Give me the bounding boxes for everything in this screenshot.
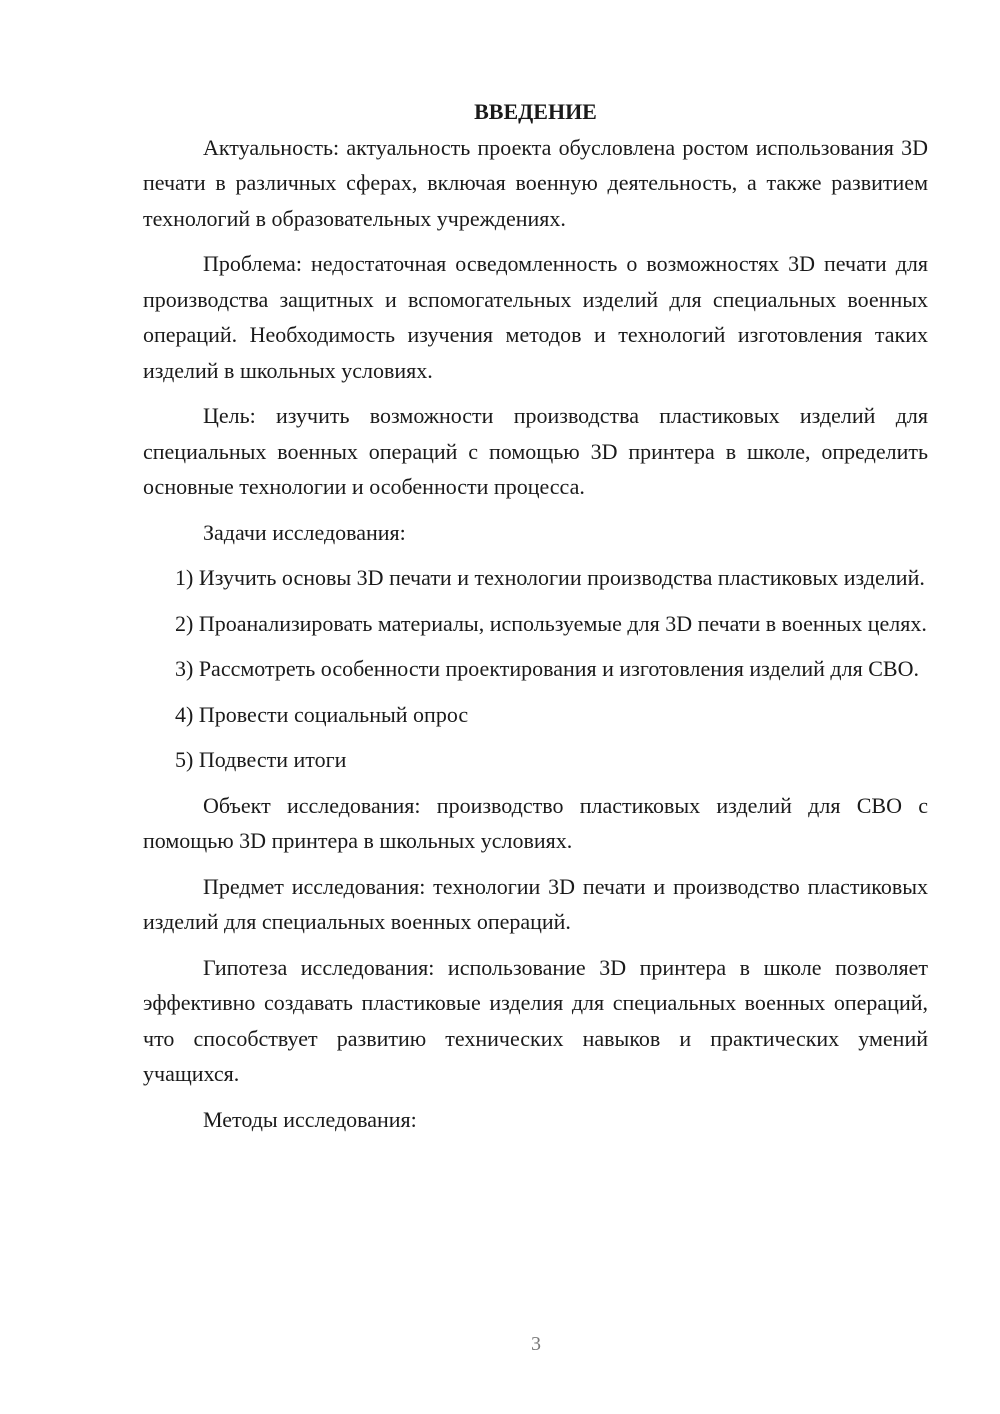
paragraph-problem: Проблема: недостаточная осведомленность о возможностях 3D печати для производства защитных и вспомогательных изделий для специальных военных операций. Необходимость изучения методов и технологий изготовления таких изделий в школьных условиях. bbox=[143, 251, 928, 383]
task-item-4: 4) Провести социальный опрос bbox=[175, 701, 469, 727]
methods-heading: Методы исследования: bbox=[203, 1106, 417, 1132]
paragraph-hypothesis: Гипотеза исследования: использование 3D принтера в школе позволяет эффективно создавать пластиковые изделия для специальных военных операций, что способствует развитию технических навыков и практических умений учащихся. bbox=[143, 954, 928, 1086]
paragraph-object: Объект исследования: производство пластиковых изделий для СВО с помощью 3D принтера в школьных условиях. bbox=[143, 792, 928, 853]
paragraph-relevance: Актуальность: актуальность проекта обусловлена ростом использования 3D печати в различных сферах, включая военную деятельность, а также развитием технологий в образовательных учреждениях. bbox=[143, 134, 928, 231]
page-content bbox=[143, 94, 928, 1147]
task-item-3: 3) Рассмотреть особенности проектирования и изготовления изделий для СВО. bbox=[175, 656, 919, 681]
section-title: ВВЕДЕНИЕ bbox=[474, 99, 597, 124]
paragraph-goal: Цель: изучить возможности производства пластиковых изделий для специальных военных операций с помощью 3D принтера в школе, определить основные технологии и особенности процесса. bbox=[143, 403, 928, 499]
paragraph-subject: Предмет исследования: технологии 3D печати и производство пластиковых изделий для специальных военных операций. bbox=[143, 873, 928, 934]
task-item-2: 2) Проанализировать материалы, используемые для 3D печати в военных целях. bbox=[175, 610, 927, 636]
task-item-1: 1) Изучить основы 3D печати и технологии производства пластиковых изделий. bbox=[175, 565, 925, 590]
tasks-heading: Задачи исследования: bbox=[203, 519, 406, 545]
page-number: 3 bbox=[531, 1333, 541, 1355]
task-item-5: 5) Подвести итоги bbox=[175, 747, 347, 772]
